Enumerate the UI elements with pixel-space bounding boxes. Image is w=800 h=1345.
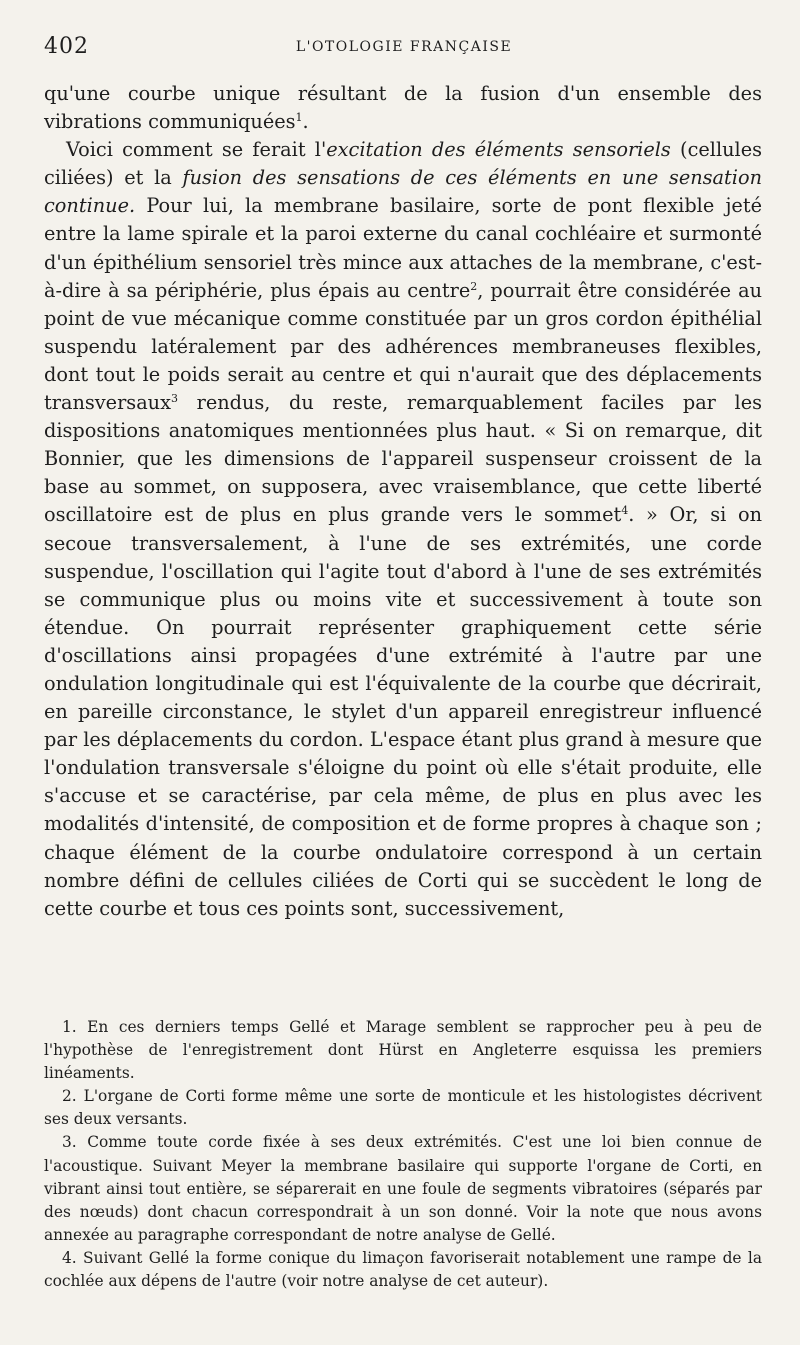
paragraph-2-text-5: rendus, du reste, remarquablement faciles par les dispositions anatomiques mentionnées plus haut. « Si on remarque, dit Bonnier, que les dimensions de l'appareil suspenseur croissent de la base au sommet, on supposera, avec vraisemblance, que cette liberté oscillatoire est de plus en plus grande vers le sommet bbox=[44, 391, 762, 527]
paragraph-2-text-2: (cellules ciliées) et la bbox=[44, 138, 762, 190]
italic-phrase-excitation: excitation des éléments sensoriels bbox=[326, 138, 671, 162]
footnote-ref-3: 3 bbox=[170, 392, 178, 406]
footnote-ref-4: 4 bbox=[621, 504, 629, 518]
paragraph-2-text-4: , pourrait être considérée au point de vue mécanique comme constituée par un gros cordon épithélial suspendu latéralement par des adhérences membraneuses flexibles, dont tout le poids serait au centre et qui n'aurait que des déplacements transversaux bbox=[44, 278, 762, 415]
footnote-2: 2. L'organe de Corti forme même une sorte de monticule et les histologistes décrivent ses deux versants. bbox=[44, 1087, 762, 1129]
body-text bbox=[44, 80, 762, 923]
paragraph-1-text: qu'une courbe unique résultant de la fusion d'un ensemble des vibrations communiquées bbox=[44, 82, 762, 134]
paragraph-2 bbox=[44, 136, 762, 923]
page-number: 402 bbox=[44, 34, 89, 59]
paragraph-2-text-3: Pour lui, la membrane basilaire, sorte de pont flexible jeté entre la lame spirale et la paroi externe du canal cochléaire et surmonté d'un épithélium sensoriel très mince aux attaches de la membrane, c'est-à-dire à sa périphérie, plus épais au centre bbox=[44, 194, 762, 302]
running-title: L'OTOLOGIE FRANÇAISE bbox=[295, 39, 513, 55]
page-header bbox=[44, 34, 764, 64]
footnote-3: 3. Comme toute corde fixée à ses deux extrémités. C'est une loi bien connue de l'acoustique. Suivant Meyer la membrane basilaire qui supporte l'organe de Corti, en vibrant ainsi tout entière, se séparerait en une foule de segments vibratoires (séparés par des nœuds) dont chacun correspondrait à un son donné. Voir la note que nous avons annexée au paragraphe correspondant de notre analyse de Gellé. bbox=[44, 1133, 762, 1244]
footnote-ref-2: 2 bbox=[470, 279, 478, 293]
paragraph-2-text-1: Voici comment se ferait l' bbox=[66, 138, 327, 162]
footnote-4: 4. Suivant Gellé la forme conique du limaçon favoriserait notablement une rampe de la cochlée aux dépens de l'autre (voir notre analyse de cet auteur). bbox=[44, 1248, 762, 1291]
paragraph-1 bbox=[44, 80, 762, 136]
footnote-ref-1: 1 bbox=[295, 111, 303, 125]
footnotes bbox=[44, 1016, 762, 1293]
paragraph-1-end: . bbox=[302, 110, 309, 134]
paragraph-2-text-6: . » Or, si on secoue transversalement, à l'une de ses extrémités, une corde suspendue, l'oscillation qui l'agite tout d'abord à l'une de ses extrémités se communique plus ou moins vite et successivement à toute son étendue. On pourrait représenter graphiquement cette série d'oscillations ainsi propagées d'une extrémité à l'autre par une ondulation longitudinale qui est l'équivalente de la courbe que décrirait, en pareille circonstance, le stylet d'un appareil enregistreur influencé par les déplacements du cordon. L'espace étant plus grand à mesure que l'ondulation transversale s'éloigne du point où elle s'était produite, elle s'accuse et se caractérise, par cela même, de plus en plus avec les modalités d'intensité, de composition et de forme propres à chaque son ; chaque élément de la courbe ondulatoire correspond à un certain nombre défini de cellules ciliées de Corti qui se succèdent le long de cette courbe et tous ces points sont, successivement, bbox=[44, 503, 762, 920]
italic-phrase-fusion: fusion des sensations de ces éléments en une sensation continue. bbox=[44, 166, 762, 218]
footnote-1: 1. En ces derniers temps Gellé et Marage semblent se rapprocher peu à peu de l'hypothèse de l'enregistrement dont Hürst en Angleterre esquissa les premiers linéaments. bbox=[44, 1018, 762, 1083]
